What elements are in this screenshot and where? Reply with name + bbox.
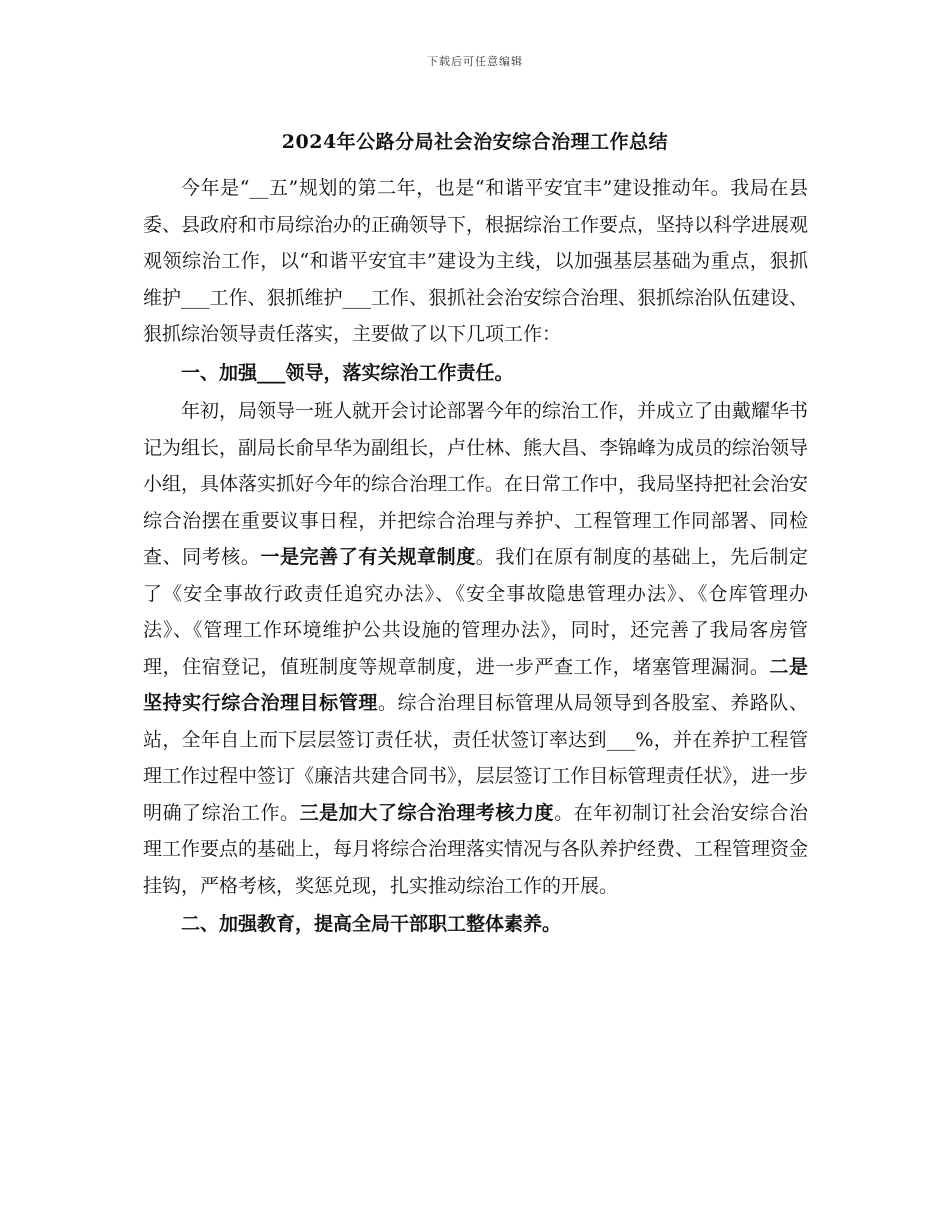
page-header-note: 下载后可任意编辑: [427, 55, 523, 68]
section-1-paragraph: [143, 393, 808, 904]
section-1-text-3: 。综合治理目标管理从局领导到各股室、养路队、站，全年自上而下层层签订责任状，责任状签订率达到___%，并在养护工程管理工作过程中签订《廉洁共建合同书》，层层签订工作目标管理责任状》，进一步明确了综治工作。: [143, 692, 809, 824]
section-1-text-2: 。我们在原有制度的基础上，先后制定了《安全事故行政责任追究办法》、《安全事故隐患管理办法》、《仓库管理办法》、《管理工作环境维护公共设施的管理办法》，同时，还完善了我局客房管理，住宿登记，值班制度等规章制度，进一步严查工作，堵塞管理漏洞。: [143, 546, 808, 678]
section-2-heading: 二、加强教育，提高全局干部职工整体素养。: [181, 913, 562, 935]
document-body: [143, 170, 808, 945]
section-1-text-1: 年初，局领导一班人就开会讨论部署今年的综治工作，并成立了由戴耀华书记为组长，副局长俞早华为副组长，卢仕林、熊大昌、李锦峰为成员的综治领导小组，具体落实抓好今年的综合治理工作。在日常工作中，我局坚持把社会治安综合治摆在重要议事日程，并把综合治理与养护、工程管理工作同部署、同检查、同考核。: [143, 400, 809, 568]
section-1-heading: 一、加强___领导，落实综治工作责任。: [181, 361, 514, 384]
section-1-text-4: 。在年初制订社会治安综合治理工作要点的基础上，每月将综合治理落实情况与各队养护经费、工程管理资金挂钩，严格考核，奖惩兑现，扎实推动综治工作的开展。: [143, 801, 809, 897]
document-title: 2024年公路分局社会治安综合治理工作总结: [281, 131, 669, 153]
section-1-point-2: 二是坚持实行综合治理目标管理: [143, 655, 808, 714]
section-1-point-1: 一是完善了有关规章制度: [260, 546, 476, 568]
intro-paragraph: 今年是“__五”规划的第二年，也是“和谐平安宜丰”建设推动年。我局在县委、县政府和市局综治办的正确领导下，根据综治工作要点，坚持以科学进展观观领综治工作，以“和谐平安宜丰”建设为主线，以加强基层基础为重点，狠抓维护___工作、狠抓维护___工作、狠抓社会治安综合治理、狠抓综治队伍建设、狠抓综治领导责任落实，主要做了以下几项工作：: [143, 177, 809, 345]
section-1-point-3: 三是加大了综合治理考核力度: [299, 801, 555, 824]
